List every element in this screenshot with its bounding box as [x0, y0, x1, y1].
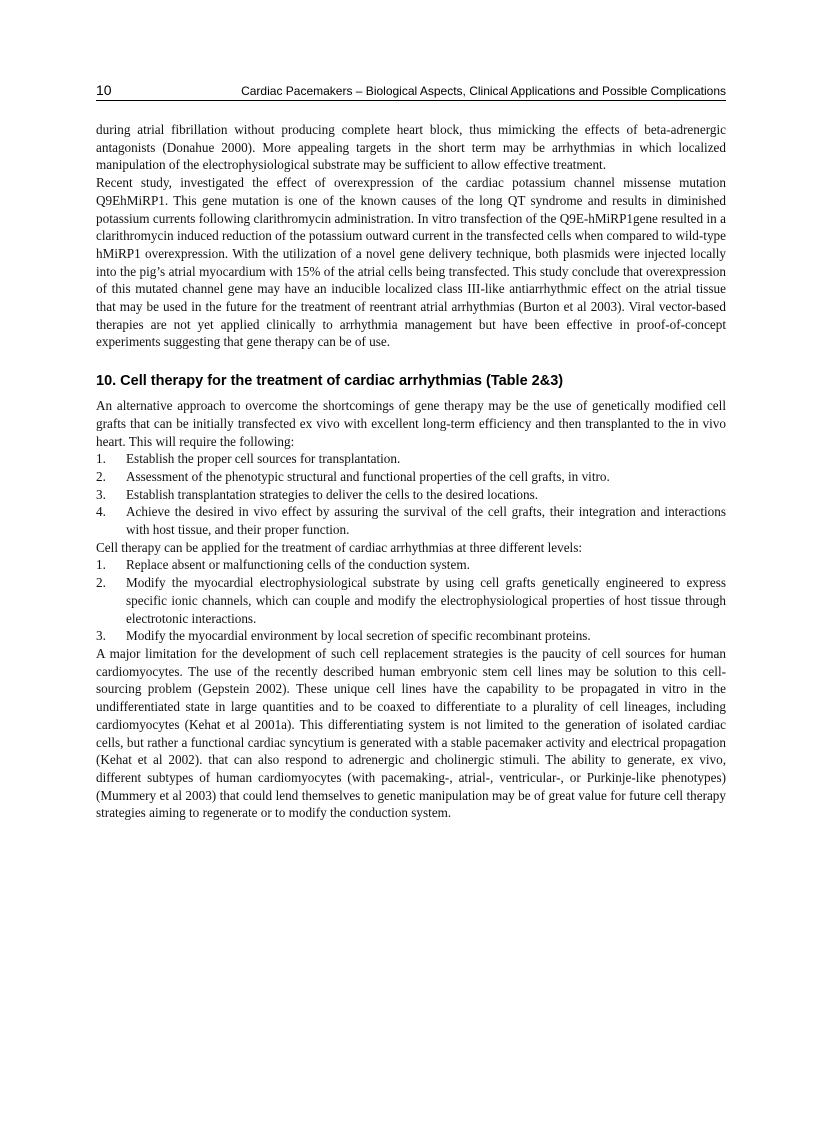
section-intro: An alternative approach to overcome the shortcomings of gene therapy may be the use of genetically modified cell grafts that can be initially transfected ex vivo with excellent long-term efficiency and then transplanted to the in vivo heart. This will require the following: — [96, 398, 726, 449]
list-item — [96, 486, 726, 504]
list-text: Modify the myocardial electrophysiological substrate by using cell grafts genetically engineered to express specific ionic channels, which can couple and modify the electrophysiological properties of host tissue through electrotonic interactions. — [126, 575, 726, 626]
section-heading: 10. Cell therapy for the treatment of cardiac arrhythmias (Table 2&3) — [96, 373, 564, 390]
list-text: Achieve the desired in vivo effect by assuring the survival of the cell grafts, their integration and interactions with host tissue, and their proper function. — [126, 504, 726, 538]
running-title: Cardiac Pacemakers – Biological Aspects, Clinical Applications and Possible Complications — [241, 84, 726, 98]
page-number: 10 — [96, 82, 112, 98]
list-text: Establish the proper cell sources for transplantation. — [126, 451, 401, 467]
list-text: Establish transplantation strategies to deliver the cells to the desired locations. — [126, 486, 538, 502]
list-number: 2. — [96, 468, 106, 484]
list-item — [96, 627, 726, 645]
paragraph-continuation: during atrial fibrillation without producing complete heart block, thus mimicking the effects of beta-adrenergic antagonists (Donahue 2000). More appealing targets in the short term may be arrhythmias in which localized manipulation of the electrophysiological substrate may be sufficient to allow effective treatment. — [96, 122, 726, 173]
list-text: Replace absent or malfunctioning cells of the conduction system. — [126, 557, 470, 573]
requirements-list — [96, 450, 726, 539]
list-number: 4. — [96, 504, 106, 520]
list-text: Modify the myocardial environment by local secretion of specific recombinant proteins. — [126, 628, 591, 644]
section-closing: A major limitation for the development of such cell replacement strategies is the paucity of cell sources for human cardiomyocytes. The use of the recently described human embryonic stem cell lines may be solution to this cell-sourcing problem (Gepstein 2002). These unique cell lines have the capability to be propagated in vitro in the undifferentiated state in large quantities and to be coaxed to differentiate to a plurality of cell lineages, including cardiomyocytes (Kehat et al 2001a). This differentiating system is not limited to the generation of isolated cardiac cells, but rather a functional cardiac syncytium is generated with a stable pacemaker activity and electrical propagation (Kehat et al 2002). that can also respond to adrenergic and cholinergic stimuli. The ability to generate, ex vivo, different subtypes of human cardiomyocytes (with pacemaking-, atrial-, ventricular-, or Purkinje-like phenotypes) (Mummery et al 2003) that could lend themselves to genetic manipulation may be of great value for future cell therapy strategies aiming to regenerate or to modify the conduction system. — [96, 645, 726, 821]
page — [96, 78, 726, 822]
list-item — [96, 556, 726, 574]
list-item — [96, 503, 726, 538]
list-number: 1. — [96, 451, 106, 467]
list-number: 1. — [96, 557, 106, 573]
list-item — [96, 574, 726, 627]
section-mid: Cell therapy can be applied for the treatment of cardiac arrhythmias at three different levels: — [96, 539, 583, 555]
paragraph-recent-study: Recent study, investigated the effect of overexpression of the cardiac potassium channel missense mutation Q9EhMiRP1. This gene mutation is one of the known causes of the long QT syndrome and results in diminished potassium currents following clarithromycin administration. In vitro transfection of the Q9E-hMiRP1gene resulted in a clarithromycin induced reduction of the potassium outward current in the transfected cells when compared to wild-type hMiRP1 overexpression. With the utilization of a novel gene delivery technique, both plasmids were injected locally into the pig’s atrial myocardium with 15% of the atrial cells being transfected. This study conclude that overexpression of this mutated channel gene may have an inducible localized class III-like antiarrhythmic effect on the atrial tissue that may be used in the future for the treatment of reentrant atrial arrhythmias (Burton et al 2003). Viral vector-based therapies are not yet applied clinically to arrhythmia management but have been effective in proof-of-concept experiments suggesting that gene therapy can be of use. — [96, 175, 726, 350]
list-text: Assessment of the phenotypic structural and functional properties of the cell grafts, in vitro. — [126, 468, 610, 484]
list-item — [96, 450, 726, 468]
levels-list — [96, 556, 726, 645]
list-number: 3. — [96, 486, 106, 502]
page-header — [96, 78, 726, 101]
list-number: 2. — [96, 575, 106, 591]
list-number: 3. — [96, 628, 106, 644]
list-item — [96, 468, 726, 486]
